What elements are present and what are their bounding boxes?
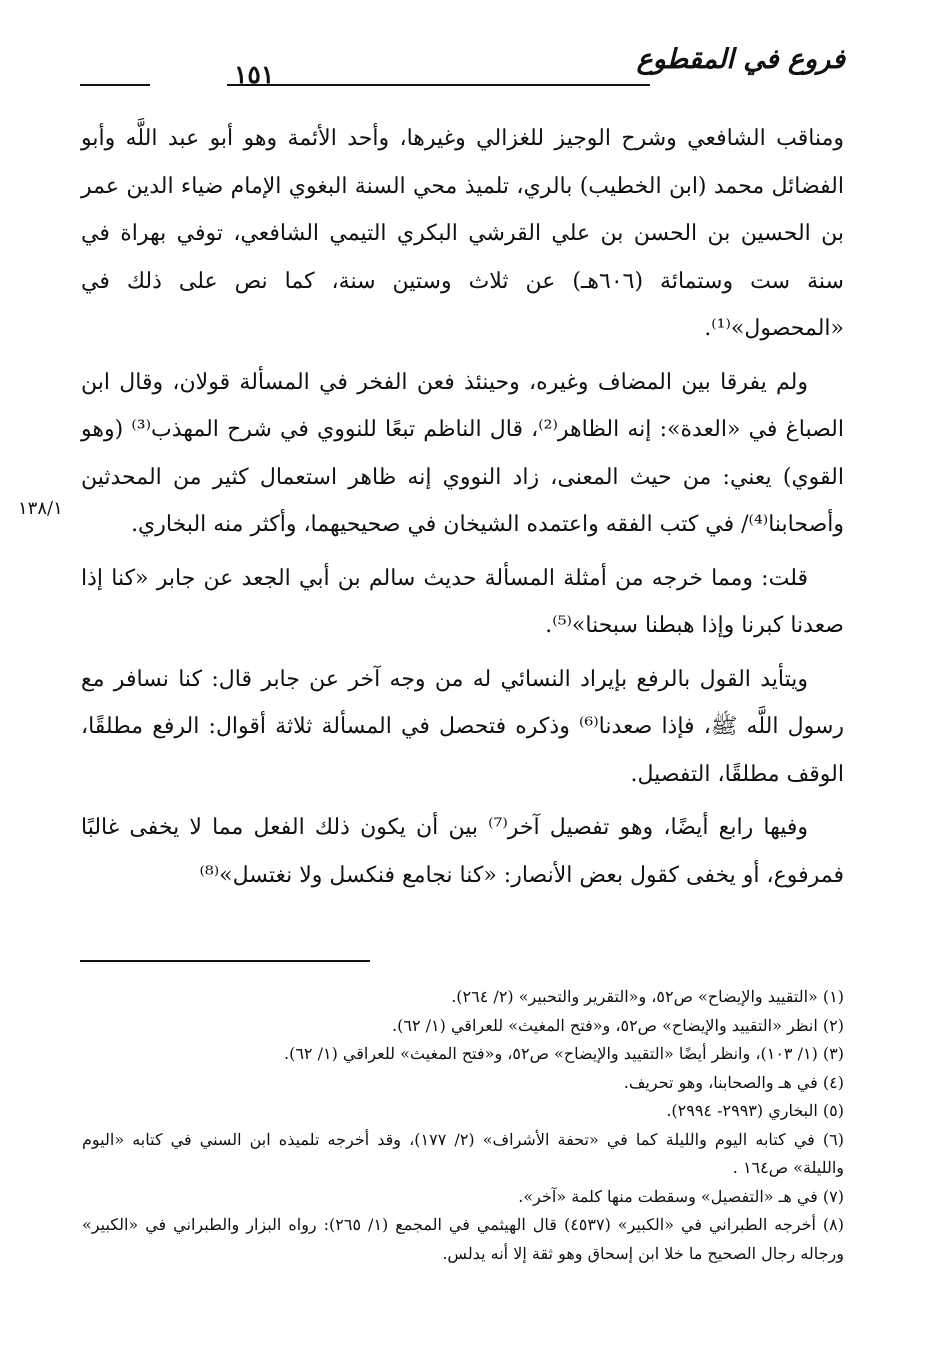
paragraph: وفيها رابع أيضًا، وهو تفصيل آخر⁽⁷⁾ بين أن يكون ذلك الفعل مما لا يخفى غالبًا فمرفوع، أو يخفى كقول بعض الأنصار: «كنا نجامع فنكسل ولا نغتسل»⁽⁸⁾: [81, 815, 844, 888]
header-rule-short: [80, 84, 150, 86]
footnote: (٨) أخرجه الطبراني في «الكبير» (٤٥٣٧) قال الهيثمي في المجمع (١/ ٢٦٥): رواه البزار والطبراني في «الكبير» ورجاله رجال الصحيح ما خلا ابن إسحاق وهو ثقة إلا أنه يدلس.: [82, 1215, 844, 1263]
footnotes: [82, 983, 844, 1268]
page-number: ١٥١: [234, 60, 275, 89]
paragraph: قلت: ومما خرجه من أمثلة المسألة حديث سالم بن أبي الجعد عن جابر «كنا إذا صعدنا كبرنا وإذا هبطنا سبحنا»⁽⁵⁾.: [81, 565, 844, 638]
paragraph: ولم يفرقا بين المضاف وغيره، وحينئذ فعن الفخر في المسألة قولان، وقال ابن الصباغ في «العدة»: إنه الظاهر⁽²⁾، قال الناظم تبعًا للنووي في شرح المهذب⁽³⁾ (وهو القوي) يعني: من حيث المعنى، زاد النووي إنه ظاهر استعمال كثير من المحدثين وأصحابنا⁽⁴⁾/ في كتب الفقه واعتمده الشيخان في صحيحيهما، وأكثر منه البخاري.: [81, 369, 844, 537]
footnote: (٦) في كتابه اليوم والليلة كما في «تحفة الأشراف» (٢/ ١٧٧)، وقد أخرجه تلميذه ابن السني في كتابه «اليوم والليلة» ص١٦٤ .: [82, 1129, 844, 1177]
paragraph: ومناقب الشافعي وشرح الوجيز للغزالي وغيرها، وأحد الأئمة وهو أبو عبد اللَّه وأبو الفضائل محمد (ابن الخطيب) بالري، تلميذ محي السنة البغوي الإمام ضياء الدين عمر بن الحسين بن الحسن بن علي القرشي البكري التيمي الشافعي، توفي بهراة في سنة ست وستمائة (٦٠٦هـ) عن ثلاث وستين سنة، كما نص على ذلك في «المحصول»⁽¹⁾.: [81, 126, 844, 341]
footnote: (٧) في هـ «التفصيل» وسقطت منها كلمة «آخر».: [518, 1186, 844, 1206]
footnote-separator: [80, 960, 370, 962]
margin-note: ١٣٨/١: [18, 498, 63, 519]
footnote: (٥) البخاري (٢٩٩٣- ٢٩٩٤).: [666, 1101, 844, 1120]
footnote: (٤) في هـ والصحابنا، وهو تحريف.: [623, 1072, 844, 1092]
paragraph: ويتأيد القول بالرفع بإيراد النسائي له من وجه آخر عن جابر قال: كنا نسافر مع رسول اللَّه ﷺ، فإذا صعدنا⁽⁶⁾ وذكره فتحصل في المسألة ثلاثة أقوال: الرفع مطلقًا، الوقف مطلقًا، التفصيل.: [81, 666, 844, 787]
footnote: (١) «التقييد والإيضاح» ص٥٢، و«التقرير والتحبير» (٢/ ٢٦٤).: [451, 987, 844, 1006]
main-text: [81, 115, 844, 899]
header-rule: [227, 84, 650, 86]
footnote: (٢) انظر «التقييد والإيضاح» ص٥٢، و«فتح المغيث» للعراقي (١/ ٦٢).: [392, 1015, 844, 1035]
running-header: [80, 40, 845, 100]
footnote: (٣) (١/ ١٠٣)، وانظر أيضًا «التقييد والإيضاح» ص٥٢، و«فتح المغيث» للعراقي (١/ ٦٢).: [283, 1044, 844, 1063]
running-title: فروع في المقطوع: [636, 44, 845, 75]
